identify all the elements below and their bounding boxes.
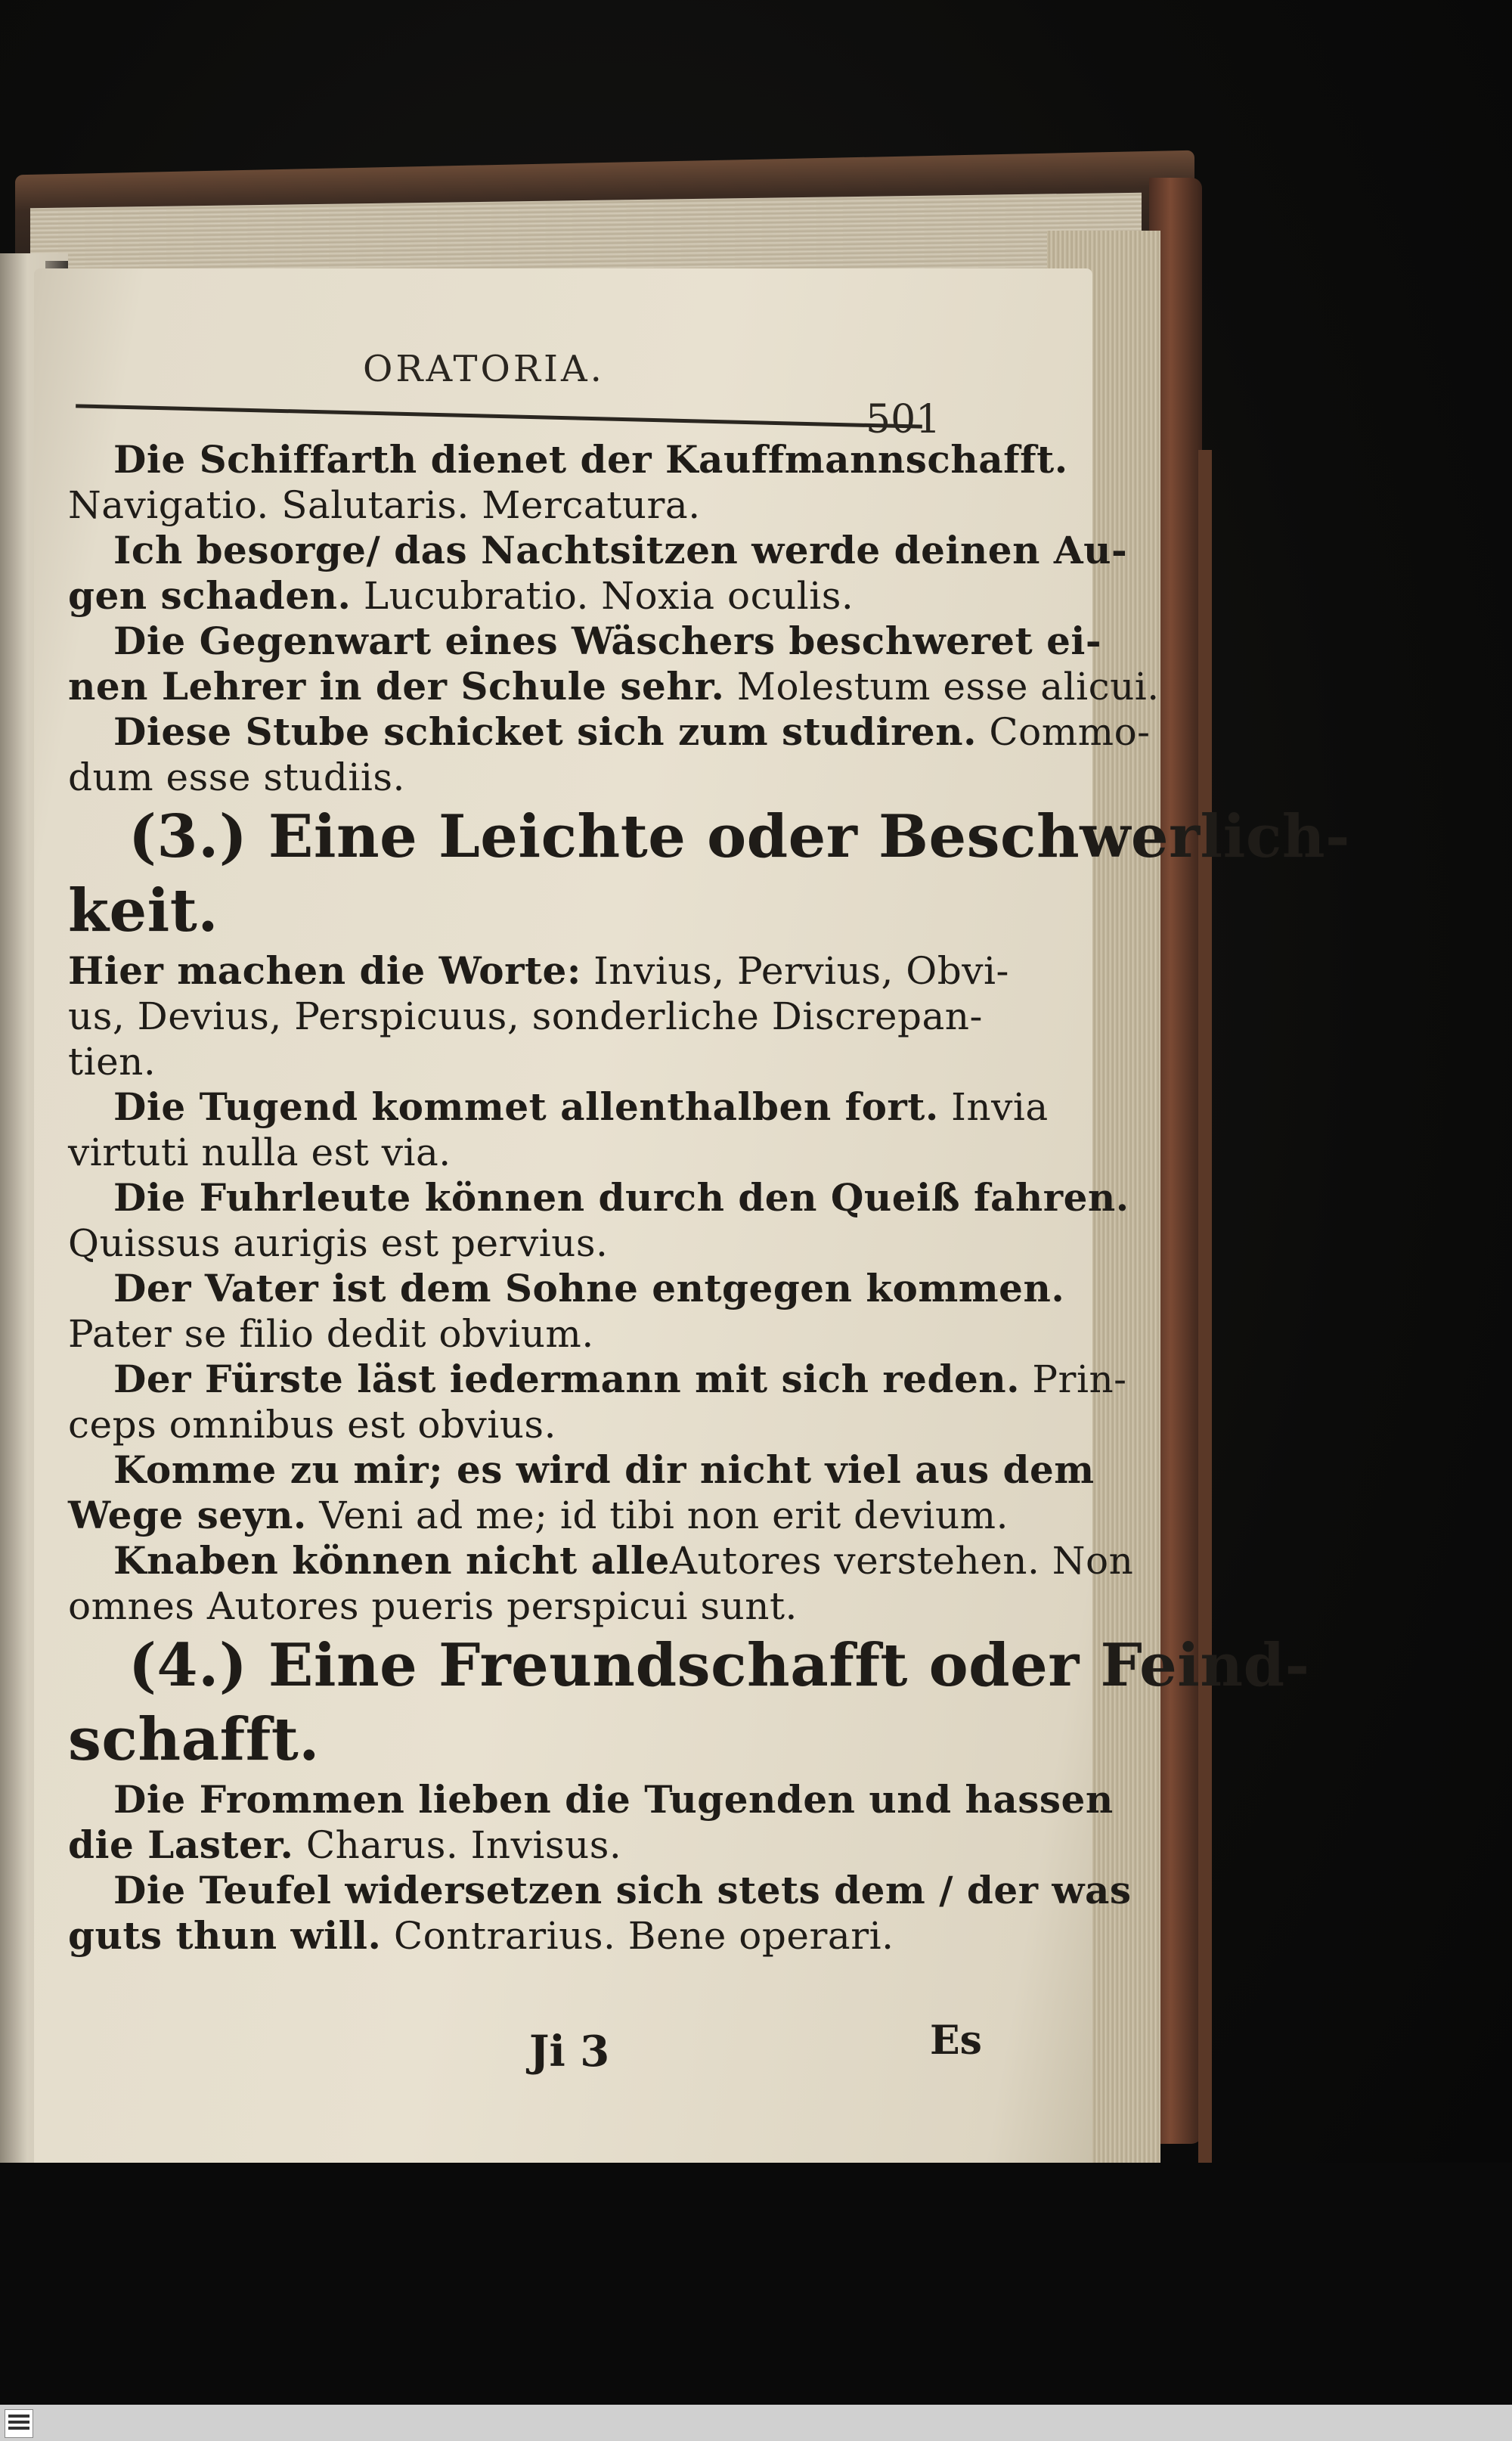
text-line (68, 1447, 1095, 1493)
german-text: guts thun will. (68, 1913, 382, 1958)
text-line (68, 1402, 990, 1447)
text-line (68, 437, 1068, 482)
latin-text: Quissus aurigis est pervius. (68, 1221, 609, 1265)
german-text: schafft. (68, 1705, 320, 1774)
text-line (68, 1583, 990, 1629)
latin-text: Charus. Invisus. (293, 1823, 622, 1867)
german-text: Die Tugend kommet allenthalben fort. (113, 1084, 939, 1129)
latin-text: Molestum esse alicui. (724, 665, 1160, 709)
german-text: Die Gegenwart eines Wäschers beschweret ei- (113, 619, 1102, 663)
text-line (68, 1357, 1127, 1402)
german-text: Wege seyn. (68, 1493, 307, 1537)
viewer-footer-bar (0, 2405, 1512, 2441)
catchword: Es (930, 2018, 982, 2064)
german-text: die Laster. (68, 1822, 294, 1867)
latin-text: Veni ad me; id tibi non erit devium. (306, 1493, 1009, 1537)
text-line (68, 619, 1102, 664)
bottom-shadow (0, 2163, 1512, 2405)
text-line (68, 1493, 1009, 1538)
german-text: Die Teufel widersetzen sich stets dem / der was (113, 1868, 1132, 1912)
latin-text: tien. (68, 1040, 156, 1084)
text-line (68, 664, 1160, 709)
latin-text: dum esse studiis. (68, 755, 405, 799)
latin-text: Prin- (1020, 1357, 1127, 1401)
german-text: Die Schiffarth dienet der Kauffmannschafft. (113, 437, 1068, 482)
text-line (68, 948, 1009, 994)
text-line (68, 1130, 990, 1175)
latin-text: Contrarius. Bene operari. (381, 1914, 894, 1958)
text-line (68, 755, 990, 800)
german-text: Komme zu mir; es wird dir nicht viel aus dem (113, 1447, 1095, 1492)
facing-page-margin-fragments (0, 423, 42, 2087)
german-text: Der Vater ist dem Sohne entgegen kommen. (113, 1266, 1065, 1310)
page-text-block (68, 437, 1350, 1959)
german-text: Knaben können nicht alle (113, 1538, 670, 1583)
german-text: gen schaden. (68, 573, 352, 618)
text-line (68, 1039, 990, 1084)
german-text: (4.) Eine Freundschafft oder Feind- (129, 1631, 1310, 1700)
text-line (68, 1220, 990, 1266)
text-line (68, 1777, 1114, 1822)
latin-text: Navigatio. Salutaris. Mercatura. (68, 483, 701, 527)
latin-text: Invius, Pervius, Obvi- (581, 949, 1009, 993)
german-text: nen Lehrer in der Schule sehr. (68, 664, 725, 709)
latin-text: Commo- (977, 710, 1151, 754)
german-text: Die Frommen lieben die Tugenden und hassen (113, 1777, 1114, 1822)
text-line (68, 800, 1350, 874)
german-text: (3.) Eine Leichte oder Beschwerlich- (129, 802, 1350, 871)
latin-text: Lucubratio. Noxia oculis. (351, 574, 854, 618)
text-line (68, 874, 990, 948)
text-line (68, 709, 1151, 755)
library-logo-icon[interactable] (5, 2409, 33, 2438)
latin-text: virtuti nulla est via. (68, 1131, 451, 1174)
german-text: keit. (68, 876, 218, 945)
signature-mark: Ji 3 (529, 2027, 610, 2077)
latin-text: Pater se filio dedit obvium. (68, 1312, 594, 1356)
text-line (68, 1084, 1049, 1130)
page-number: 501 (866, 397, 941, 442)
text-line (68, 1175, 1129, 1220)
latin-text: us, Devius, Perspicuus, sonderliche Discrepan- (68, 994, 983, 1038)
text-line (68, 1868, 1132, 1913)
text-line (68, 528, 1128, 573)
text-line (68, 573, 990, 619)
text-line (68, 1311, 990, 1357)
latin-text: omnes Autores pueris perspicui sunt. (68, 1584, 798, 1628)
text-line (68, 1703, 990, 1777)
text-line (68, 1913, 990, 1959)
cover-edge-strip (1198, 450, 1212, 2174)
german-text: Der Fürste läst iedermann mit sich reden. (113, 1357, 1021, 1401)
text-line (68, 1266, 1065, 1311)
text-line (68, 1822, 990, 1868)
text-line (68, 1538, 1134, 1583)
running-head: ORATORIA. (363, 348, 605, 390)
text-line (68, 1629, 1310, 1703)
german-text: Hier machen die Worte: (68, 948, 581, 993)
german-text: Die Fuhrleute können durch den Queiß fahren. (113, 1175, 1129, 1220)
german-text: Ich besorge/ das Nachtsitzen werde deinen Au- (113, 528, 1128, 572)
latin-text: Autores verstehen. Non (669, 1539, 1134, 1583)
text-line (68, 482, 990, 528)
latin-text: Invia (938, 1085, 1049, 1129)
text-line (68, 994, 990, 1039)
german-text: Diese Stube schicket sich zum studiren. (113, 709, 977, 754)
latin-text: ceps omnibus est obvius. (68, 1403, 556, 1447)
